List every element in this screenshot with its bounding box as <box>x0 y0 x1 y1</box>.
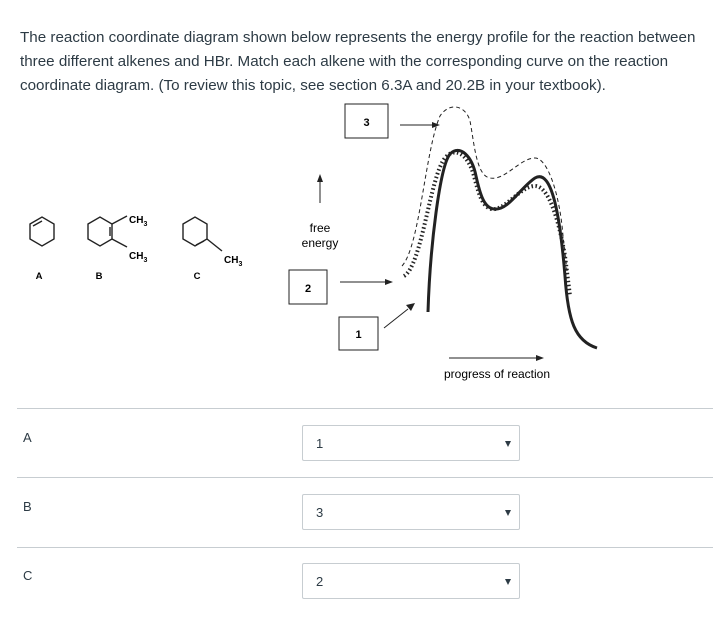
molecule-c <box>183 217 222 251</box>
row-label-b: B <box>23 499 32 514</box>
svg-text:3: 3 <box>363 117 370 129</box>
svg-text:2: 2 <box>304 283 312 295</box>
row-divider <box>17 408 713 409</box>
y-axis-label-free: free <box>309 221 331 235</box>
answer-select-a[interactable] <box>302 425 520 461</box>
molecule-b-label: B <box>95 271 103 282</box>
molecule-c-ch3: $CH_3$ <box>224 255 243 268</box>
reaction-figure <box>0 96 713 396</box>
row-divider <box>17 547 713 548</box>
molecule-b <box>88 216 127 247</box>
answer-select-b-value: 3 <box>316 505 324 520</box>
molecule-b-ch3-top: $CH_3$ <box>129 215 148 228</box>
curve-box-2 <box>289 270 393 304</box>
energy-curve-3 <box>402 107 567 271</box>
answer-select-a-value: 1 <box>316 436 324 451</box>
molecule-a <box>30 217 54 246</box>
answer-select-c[interactable] <box>302 563 520 599</box>
energy-curve-1 <box>428 150 597 348</box>
svg-text:1: 1 <box>355 329 362 341</box>
answer-select-b[interactable] <box>302 494 520 530</box>
curve-box-1 <box>339 303 415 350</box>
x-axis-label: progress of reaction <box>443 367 551 381</box>
curve-box-3 <box>345 104 440 138</box>
row-label-a: A <box>23 430 32 445</box>
x-axis-arrow <box>449 355 544 361</box>
molecule-c-label: C <box>193 271 201 282</box>
answer-select-c-value: 2 <box>316 574 324 589</box>
y-axis-arrow <box>317 174 323 203</box>
molecule-b-ch3-bottom: $CH_3$ <box>129 251 148 264</box>
row-divider <box>17 477 713 478</box>
chevron-down-icon <box>505 510 511 516</box>
row-label-c: C <box>23 568 33 583</box>
chevron-down-icon <box>505 441 511 447</box>
question-text: The reaction coordinate diagram shown below represents the energy profile for the reaction between three different alkenes and HBr. Match each alkene with the corresponding curve on the reaction coordinate diagram. (To review this topic, see section 6.3A and 20.2B in your textbook). <box>20 29 696 94</box>
chevron-down-icon <box>505 579 511 585</box>
molecule-a-label: A <box>35 271 43 282</box>
y-axis-label-energy: energy <box>301 236 339 250</box>
